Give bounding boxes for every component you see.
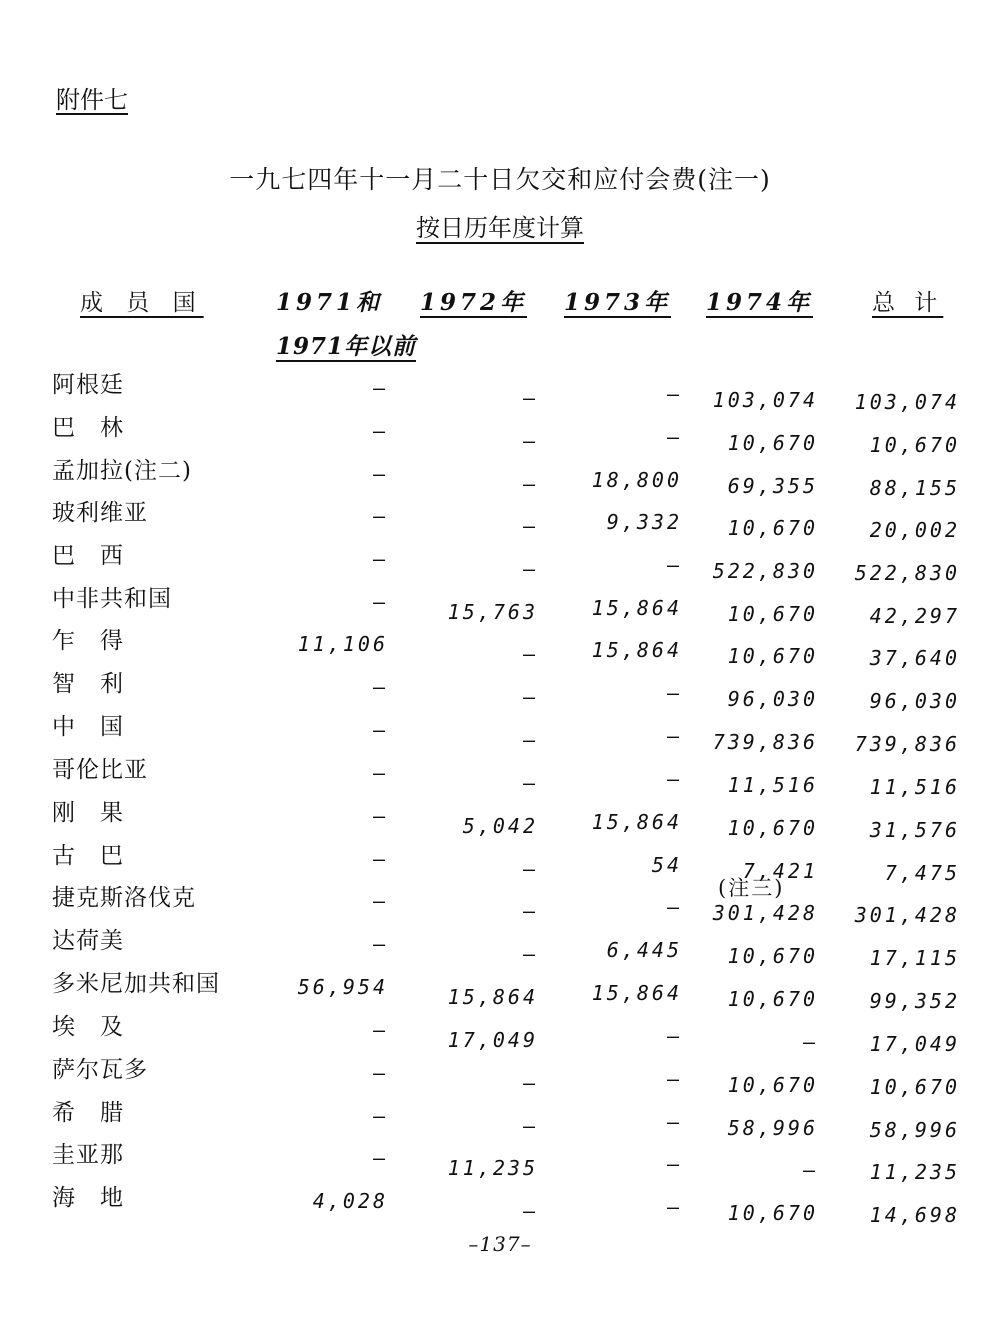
cell-c5: 88,155 xyxy=(869,476,960,500)
table-row xyxy=(0,409,1000,457)
cell-c1: – xyxy=(372,1146,388,1170)
cell-c3: – xyxy=(666,895,682,919)
cell-c5: 42,297 xyxy=(869,604,960,628)
cell-c3: – xyxy=(666,1152,682,1176)
cell-c1: – xyxy=(372,718,388,742)
header-total: 总 计 xyxy=(872,290,944,316)
cell-c4: – xyxy=(802,1030,818,1054)
member-name: 乍 得 xyxy=(52,628,124,654)
cell-c3: – xyxy=(666,425,682,449)
cell-c1: – xyxy=(372,590,388,614)
cell-c3: – xyxy=(666,553,682,577)
document-subtitle: 按日历年度计算 xyxy=(416,214,584,242)
table-row xyxy=(0,366,1000,414)
table-row xyxy=(0,922,1000,970)
cell-c5: 522,830 xyxy=(854,561,960,585)
table-row xyxy=(0,665,1000,713)
cell-c1: – xyxy=(372,504,388,528)
cell-c2: – xyxy=(522,685,538,709)
cell-c2: – xyxy=(522,771,538,795)
cell-c5: 103,074 xyxy=(854,390,960,414)
cell-c5: 10,670 xyxy=(869,1075,960,1099)
header-member: 成 员 国 xyxy=(80,290,204,316)
member-name: 多米尼加共和国 xyxy=(52,971,220,997)
cell-c3: 18,800 xyxy=(591,468,682,492)
table-row xyxy=(0,452,1000,500)
table-row xyxy=(0,751,1000,799)
member-name: 希 腊 xyxy=(52,1100,124,1126)
member-name: 达荷美 xyxy=(52,928,124,954)
cell-c5: 20,002 xyxy=(869,518,960,542)
cell-c2: 17,049 xyxy=(447,1028,538,1052)
cell-c4: 10,670 xyxy=(727,1073,818,1097)
cell-c1: – xyxy=(372,462,388,486)
cell-c4: 96,030 xyxy=(727,687,818,711)
member-name: 玻利维亚 xyxy=(52,500,148,526)
cell-c1: – xyxy=(372,547,388,571)
cell-c4: 103,074 xyxy=(712,388,818,412)
table-row xyxy=(0,1051,1000,1099)
cell-c1: – xyxy=(372,1061,388,1085)
cell-c5: 99,352 xyxy=(869,989,960,1013)
cell-c2: – xyxy=(522,1199,538,1223)
cell-c4: 301,428 xyxy=(712,901,818,925)
cell-c5: 17,049 xyxy=(869,1032,960,1056)
cell-c5: 37,640 xyxy=(869,646,960,670)
cell-c2: – xyxy=(522,642,538,666)
table-row xyxy=(0,537,1000,585)
cell-c1: – xyxy=(372,804,388,828)
cell-c3: 15,864 xyxy=(591,596,682,620)
table-row xyxy=(0,965,1000,1013)
cell-c5: 7,475 xyxy=(884,861,960,885)
cell-c3: – xyxy=(666,1067,682,1091)
cell-c4: 58,996 xyxy=(727,1116,818,1140)
table-row xyxy=(0,708,1000,756)
cell-c2: – xyxy=(522,857,538,881)
cell-c4: 10,670 xyxy=(727,602,818,626)
document-title: 一九七四年十一月二十日欠交和应付会费(注一) xyxy=(229,165,771,194)
cell-c2: – xyxy=(522,514,538,538)
table-row xyxy=(0,794,1000,842)
cell-c1: – xyxy=(372,1104,388,1128)
cell-c5: 10,670 xyxy=(869,433,960,457)
cell-c4: 10,670 xyxy=(727,987,818,1011)
note-three: (注三) xyxy=(718,876,785,900)
table-row xyxy=(0,879,1000,927)
cell-c1: 56,954 xyxy=(297,975,388,999)
member-name: 萨尔瓦多 xyxy=(52,1057,148,1083)
cell-c2: – xyxy=(522,1071,538,1095)
cell-c4: 69,355 xyxy=(727,474,818,498)
cell-c1: – xyxy=(372,419,388,443)
cell-c3: 6,445 xyxy=(606,938,682,962)
cell-c4: 522,830 xyxy=(712,559,818,583)
cell-c4: 10,670 xyxy=(727,944,818,968)
cell-c3: 15,864 xyxy=(591,810,682,834)
header-1971-before: 1971年以前 xyxy=(276,333,417,360)
member-name: 阿根廷 xyxy=(52,372,124,398)
cell-c3: – xyxy=(666,767,682,791)
member-name: 中非共和国 xyxy=(52,586,172,612)
header-1971: 1971和 xyxy=(276,289,384,316)
cell-c4: – xyxy=(802,1158,818,1182)
member-name: 古 巴 xyxy=(52,843,124,869)
cell-c5: 11,516 xyxy=(869,775,960,799)
cell-c2: 15,864 xyxy=(447,985,538,1009)
cell-c2: – xyxy=(522,472,538,496)
cell-c1: – xyxy=(372,889,388,913)
cell-c2: – xyxy=(522,1114,538,1138)
annex-label: 附件七 xyxy=(56,86,128,114)
member-name: 巴 林 xyxy=(52,415,124,441)
member-name: 捷克斯洛伐克 xyxy=(52,885,196,911)
cell-c2: – xyxy=(522,899,538,923)
table-row xyxy=(0,622,1000,670)
cell-c4: 7,421 xyxy=(742,859,818,883)
cell-c5: 739,836 xyxy=(854,732,960,756)
cell-c2: – xyxy=(522,386,538,410)
table-row xyxy=(0,1179,1000,1227)
table-row xyxy=(0,494,1000,542)
cell-c4: 10,670 xyxy=(727,1201,818,1225)
cell-c3: – xyxy=(666,382,682,406)
header-1973: 1973年 xyxy=(564,289,672,316)
cell-c2: – xyxy=(522,728,538,752)
cell-c4: 10,670 xyxy=(727,516,818,540)
cell-c2: – xyxy=(522,942,538,966)
cell-c4: 10,670 xyxy=(727,816,818,840)
header-1972: 1972年 xyxy=(420,289,528,316)
cell-c5: 96,030 xyxy=(869,689,960,713)
member-name: 中 国 xyxy=(52,714,124,740)
header-1974: 1974年 xyxy=(706,289,814,316)
cell-c3: 15,864 xyxy=(591,638,682,662)
table-row xyxy=(0,837,1000,885)
table-row xyxy=(0,1008,1000,1056)
table-row xyxy=(0,580,1000,628)
cell-c2: – xyxy=(522,429,538,453)
cell-c5: 58,996 xyxy=(869,1118,960,1142)
member-name: 圭亚那 xyxy=(52,1142,124,1168)
cell-c5: 14,698 xyxy=(869,1203,960,1227)
table-row xyxy=(0,1094,1000,1142)
member-name: 哥伦比亚 xyxy=(52,757,148,783)
table-row xyxy=(0,1136,1000,1184)
cell-c1: – xyxy=(372,932,388,956)
page-number: –137– xyxy=(468,1232,532,1256)
cell-c2: 11,235 xyxy=(447,1156,538,1180)
cell-c5: 17,115 xyxy=(869,946,960,970)
member-name: 巴 西 xyxy=(52,543,124,569)
cell-c3: – xyxy=(666,1110,682,1134)
cell-c4: 739,836 xyxy=(712,730,818,754)
cell-c1: – xyxy=(372,761,388,785)
member-name: 孟加拉(注二) xyxy=(52,458,192,484)
cell-c3: – xyxy=(666,681,682,705)
cell-c3: – xyxy=(666,1024,682,1048)
cell-c4: 10,670 xyxy=(727,644,818,668)
cell-c1: 11,106 xyxy=(297,632,388,656)
member-name: 智 利 xyxy=(52,671,124,697)
cell-c5: 11,235 xyxy=(869,1160,960,1184)
cell-c1: – xyxy=(372,376,388,400)
cell-c5: 31,576 xyxy=(869,818,960,842)
cell-c2: 15,763 xyxy=(447,600,538,624)
cell-c1: – xyxy=(372,1018,388,1042)
cell-c3: 15,864 xyxy=(591,981,682,1005)
member-name: 埃 及 xyxy=(52,1014,124,1040)
cell-c4: 11,516 xyxy=(727,773,818,797)
cell-c5: 301,428 xyxy=(854,903,960,927)
cell-c2: 5,042 xyxy=(462,814,538,838)
cell-c4: 10,670 xyxy=(727,431,818,455)
cell-c3: – xyxy=(666,724,682,748)
member-name: 刚 果 xyxy=(52,800,124,826)
cell-c2: – xyxy=(522,557,538,581)
cell-c3: 9,332 xyxy=(606,510,682,534)
cell-c1: – xyxy=(372,675,388,699)
cell-c3: – xyxy=(666,1195,682,1219)
member-name: 海 地 xyxy=(52,1185,124,1211)
cell-c3: 54 xyxy=(651,853,682,877)
cell-c1: 4,028 xyxy=(312,1189,388,1213)
cell-c1: – xyxy=(372,847,388,871)
